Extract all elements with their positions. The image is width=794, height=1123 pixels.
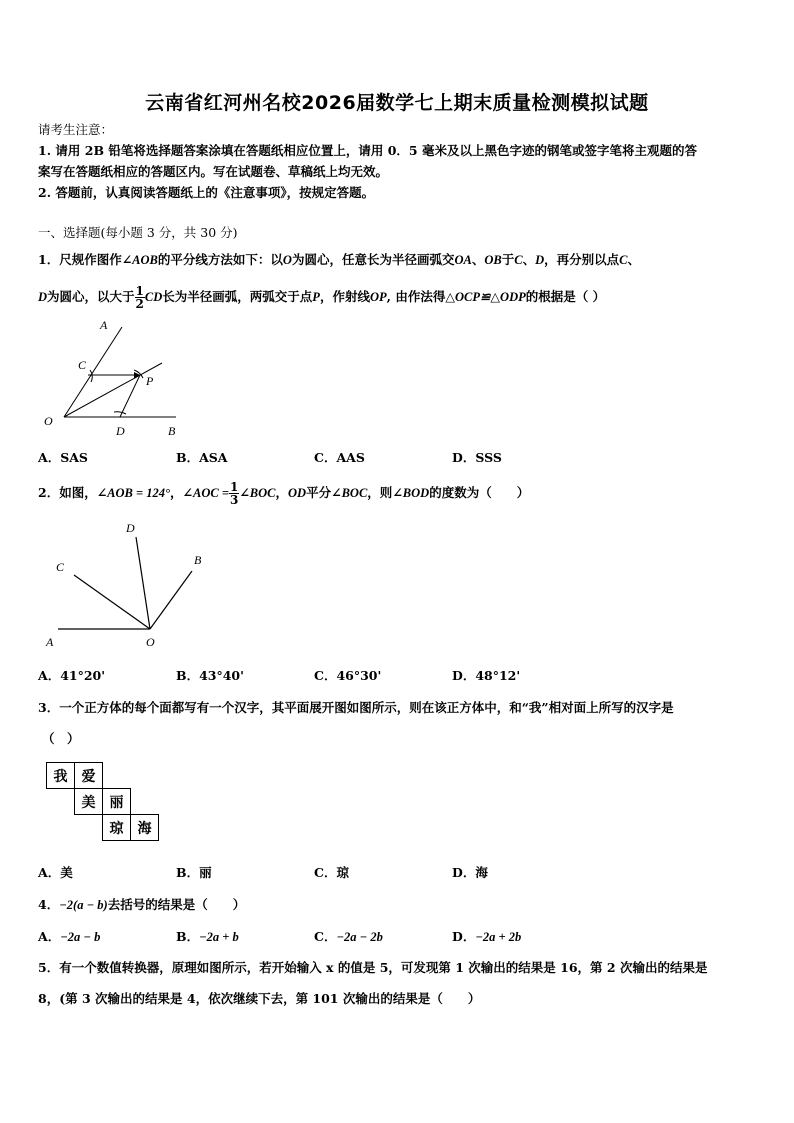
q3-option-a[interactable]: A．美 <box>38 865 73 880</box>
ray-ob <box>150 571 192 629</box>
cube-cell-1: 我 <box>47 763 75 789</box>
cube-cell-5: 琼 <box>103 815 131 841</box>
segment-dp <box>120 375 140 417</box>
label-b: B <box>168 424 176 438</box>
question-3-line-2: （ ） <box>42 731 80 746</box>
label-d: D <box>116 424 125 438</box>
label-c: C <box>56 560 65 574</box>
q2-option-c[interactable]: C．46°30' <box>314 668 382 683</box>
question-4: 4．−2(a − b)去括号的结果是（ ） <box>38 897 246 912</box>
ray-oc <box>74 575 150 629</box>
label-p: P <box>146 374 154 388</box>
label-b: B <box>194 553 202 567</box>
question-1-line-1: 1．尺规作图作∠AOB的平分线方法如下：以O为圆心，任意长为半径画弧交OA、OB于C、D，再分别以点C、 <box>38 252 640 267</box>
notice-item-1-line-1: 1. 请用 2B 铅笔将选择题答案涂填在答题纸相应位置上，请用 0．5 毫米及以上黑色字迹的钢笔或签字笔将主观题的答 <box>38 143 697 158</box>
section-heading: 一、选择题(每小题 3 分，共 30 分) <box>38 225 238 240</box>
question-2: 2．如图，∠AOB = 124°，∠AOC = $\frac{1}{3}$ ∠BOC，OD平分∠BOC，则∠BOD的度数为（ ） <box>38 480 530 507</box>
fraction-one-third: $\frac{1}{3}$ <box>229 480 239 507</box>
label-c: C <box>78 358 87 372</box>
cube-cell-2: 爱 <box>75 763 103 789</box>
arc-d <box>114 412 126 414</box>
cube-cell-6: 海 <box>131 815 159 841</box>
q4-option-c[interactable]: C．−2a − 2b <box>314 929 383 944</box>
question-3-line-1: 3．一个正方体的每个面都写有一个汉字，其平面展开图如图所示，则在该正方体中，和“我”相对面上所写的汉字是 <box>38 700 674 715</box>
notice-item-1-line-2: 案写在答题纸相应的答题区内。写在试题卷、草稿纸上均无效。 <box>38 164 389 179</box>
q4-option-b[interactable]: B．−2a + b <box>176 929 239 944</box>
question-5-line-2: 8，(第 3 次输出的结果是 4，依次继续下去，第 101 次输出的结果是（ ） <box>38 991 481 1006</box>
question-5-line-1: 5．有一个数值转换器，原理如图所示，若开始输入 x 的值是 5，可发现第 1 次输出的结果是 16，第 2 次输出的结果是 <box>38 960 708 975</box>
q1-option-c[interactable]: C．AAS <box>314 450 365 465</box>
q4-option-a[interactable]: A．−2a − b <box>38 929 101 944</box>
cube-cell-3: 美 <box>75 789 103 815</box>
q1-option-a[interactable]: A．SAS <box>38 450 88 465</box>
ray-od <box>136 537 150 629</box>
label-d: D <box>126 521 135 535</box>
notice-heading: 请考生注意： <box>38 122 114 137</box>
label-a: A <box>100 318 108 332</box>
angle-bisector-figure <box>40 318 190 440</box>
q1-option-b[interactable]: B．ASA <box>176 450 228 465</box>
ray-oa <box>64 327 122 417</box>
angle-figure-q2 <box>40 518 220 650</box>
label-a: A <box>46 635 54 649</box>
cube-cell-4: 丽 <box>103 789 131 815</box>
q3-option-d[interactable]: D．海 <box>452 865 488 880</box>
q2-option-b[interactable]: B．43°40' <box>176 668 244 683</box>
label-o: O <box>44 414 53 428</box>
cube-net <box>46 762 159 841</box>
fraction-one-half: $\frac{1}{2}$ <box>135 284 144 311</box>
page-title: 云南省红河州名校2026届数学七上期末质量检测模拟试题 <box>145 92 649 114</box>
q3-option-b[interactable]: B．丽 <box>176 865 212 880</box>
label-o: O <box>146 635 155 649</box>
q3-option-c[interactable]: C．琼 <box>314 865 349 880</box>
q4-option-d[interactable]: D．−2a + 2b <box>452 929 522 944</box>
question-1-line-2: D为圆心，以大于 $\frac{1}{2}$ CD长为半径画弧，两弧交于点P，作射线OP, 由作法得△OCP≌△ODP的根据是（ ） <box>38 284 606 311</box>
q2-option-d[interactable]: D．48°12' <box>452 668 521 683</box>
q1-option-d[interactable]: D．SSS <box>452 450 502 465</box>
q2-option-a[interactable]: A．41°20' <box>38 668 106 683</box>
notice-item-2: 2. 答题前，认真阅读答题纸上的《注意事项》，按规定答题。 <box>38 185 375 200</box>
